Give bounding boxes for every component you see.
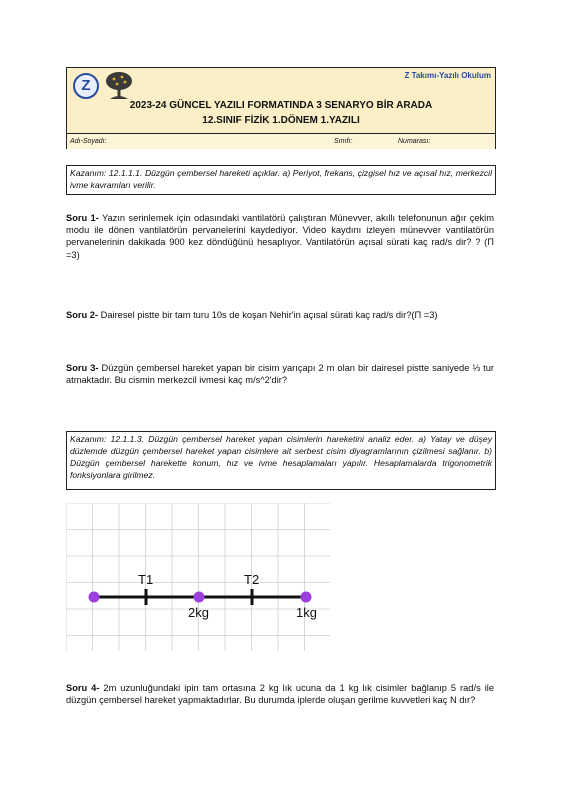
question-label: Soru 3- bbox=[66, 363, 99, 373]
exam-title: 2023-24 GÜNCEL YAZILI FORMATINDA 3 SENARYO BİR ARADA bbox=[129, 100, 433, 111]
school-name: Z Takımı-Yazılı Okulum bbox=[404, 71, 491, 80]
question-3 bbox=[66, 362, 494, 386]
question-2 bbox=[66, 309, 494, 321]
grid-background bbox=[66, 503, 330, 651]
question-text: 2m uzunluğundaki ipin tam ortasına 2 kg lık ucuna da 1 kg lık cisimler bağlanıp 5 rad/s ile düzgün çembersel hareket yapmaktadırlar. Bu durumda iplerde oluşan gerilme kuvvetleri kaç N dır? bbox=[66, 683, 494, 706]
label-t2: T2 bbox=[244, 572, 260, 587]
mass-2kg-point bbox=[194, 592, 205, 603]
exam-header bbox=[66, 67, 496, 149]
question-label: Soru 1- bbox=[66, 213, 99, 223]
label-t1: T1 bbox=[138, 572, 154, 587]
number-label: Numarası: bbox=[398, 138, 431, 145]
tree-logo-icon bbox=[105, 71, 133, 101]
center-point bbox=[89, 592, 100, 603]
question-label: Soru 2- bbox=[66, 310, 99, 320]
question-4 bbox=[66, 682, 494, 706]
label-mass-2kg: 2kg bbox=[188, 605, 209, 620]
class-label: Sınıfı: bbox=[334, 138, 353, 145]
student-info-row bbox=[67, 133, 495, 149]
name-label: Adı-Soyadı: bbox=[70, 138, 107, 145]
rope-masses-diagram bbox=[66, 503, 330, 651]
learning-outcome-box: Kazanım: 12.1.1.1. Düzgün çembersel hareketi açıklar. a) Periyot, frekans, çizgisel hız ve açısal hız, merkezcil ivme kavramları verilir. bbox=[66, 165, 496, 195]
learning-outcome-box: Kazanım: 12.1.1.3. Düzgün çembersel hareket yapan cisimlerin hareketini analiz eder. a) Yatay ve düşey düzlemde düzgün çembersel hareket yapan cisimlere ait serbest cisim diyagramlarının çizilmesi sağlanır. b) Düzgün çembersel harekette konum, hız ve ivme hesaplamaları yapılır. Hesaplamalarda trigonometrik fonksiyonlara girilmez. bbox=[66, 431, 496, 490]
question-1 bbox=[66, 212, 494, 261]
z-logo-icon: Z bbox=[73, 73, 99, 99]
question-text: Yazın serinlemek için odasındaki vantilatörü çalıştıran Münevver, akıllı telefonunun ağır çekim modu ile dönen vantilatörün pervanelerini kaydediyor. Video kaydını izleyen münevver vantilatörün pervanelerinin dakikada 900 kez döndüğünü hesaplıyor. Vantilatörün açısal sürati kaç rad/s dir? ? (Π =3) bbox=[66, 213, 494, 260]
label-mass-1kg: 1kg bbox=[296, 605, 317, 620]
exam-subtitle: 12.SINIF FİZİK 1.DÖNEM 1.YAZILI bbox=[202, 115, 360, 126]
question-text: Dairesel pistte bir tam turu 10s de koşan Nehir'in açısal sürati kaç rad/s dir?(Π =3) bbox=[98, 310, 438, 320]
mass-1kg-point bbox=[301, 592, 312, 603]
question-label: Soru 4- bbox=[66, 683, 100, 693]
question-text: Düzgün çembersel hareket yapan bir cisim yarıçapı 2 m olan bir dairesel pistte saniyede ⅓ tur atmaktadır. Bu cismin merkezcil ivmesi kaç m/s^2'dir? bbox=[66, 363, 494, 386]
